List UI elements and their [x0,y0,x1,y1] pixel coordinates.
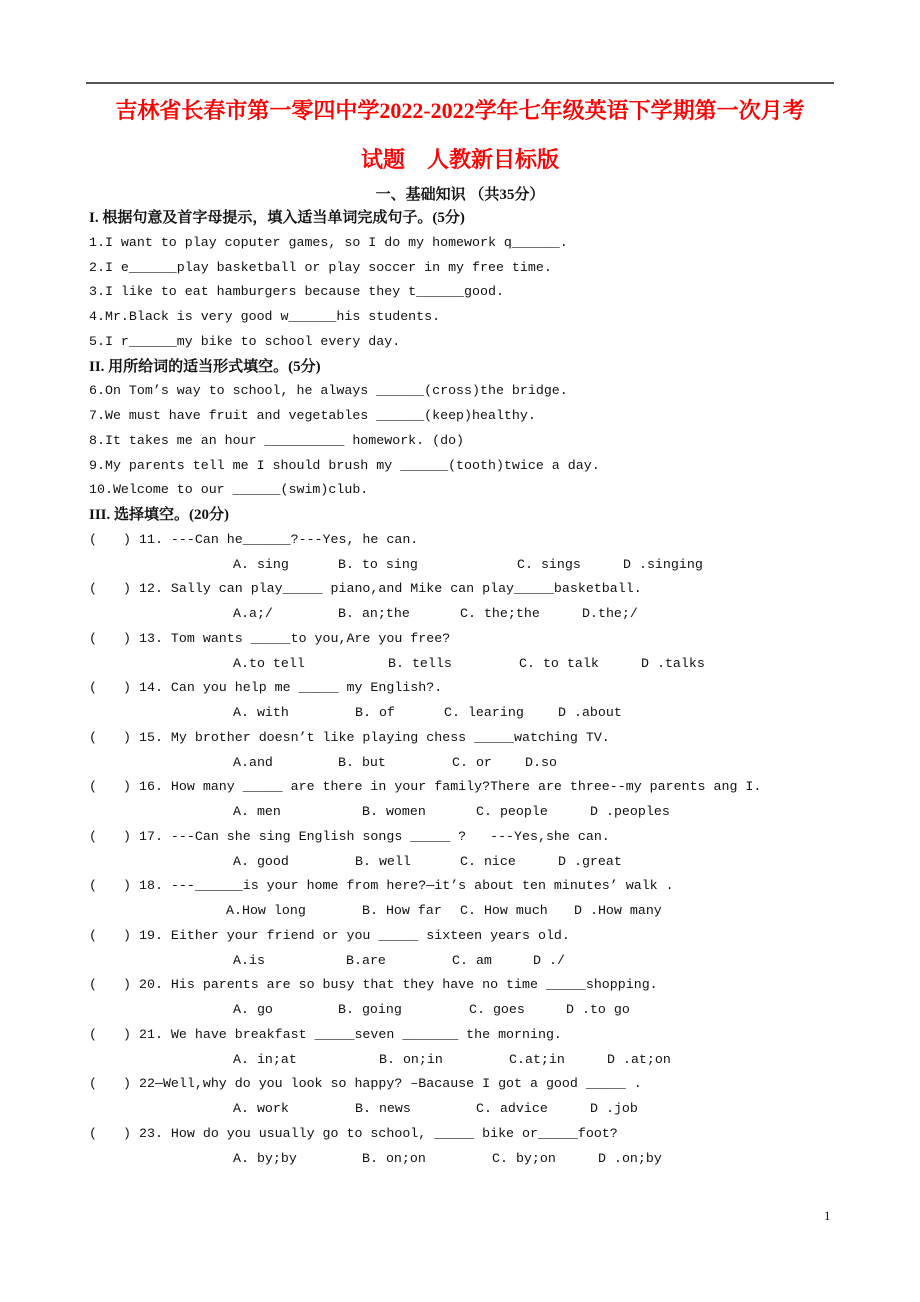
answer-option: A. work [233,1101,289,1116]
answer-blank-open: ( [89,927,97,943]
answer-blank-open: ( [89,1076,97,1092]
answer-blank-close: ) [123,878,131,894]
answer-blank-close: ) [123,977,131,993]
answer-blank-close: ) [123,1125,131,1141]
page-number: 1 [824,1208,831,1223]
answer-blank-close: ) [123,1076,131,1092]
answer-option: C. the;the [460,606,540,621]
answer-option: D .How many [574,903,662,918]
answer-option: D .singing [623,556,703,572]
answer-blank-open: ( [89,1026,97,1042]
answer-option: C. advice [476,1101,548,1116]
document-title-line2: 试题 人教新目标版 [360,147,559,172]
answer-option: B. women [362,804,426,819]
answer-option: D .on;by [598,1150,662,1166]
answer-option: C. or [452,754,492,770]
answer-blank-close: ) [123,680,131,696]
answer-option: D .talks [641,655,705,671]
answer-option: A.and [233,754,273,770]
question-line: 7.We must have fruit and vegetables ______(keep)healthy. [89,408,536,423]
answer-option: C. nice [460,853,516,869]
answer-option: B.are [346,952,386,968]
answer-option: C. to talk [519,655,599,671]
answer-blank-open: ( [89,680,97,696]
answer-blank-open: ( [89,729,97,745]
answer-option: A.How long [226,903,306,918]
answer-option: C. sings [517,556,581,572]
answer-option: A. by;by [233,1150,297,1166]
answer-option: B. news [355,1101,411,1116]
answer-blank-open: ( [89,878,97,894]
question-stem: 23. How do you usually go to school, _____ bike or_____foot? [139,1125,618,1141]
answer-option: C. people [476,804,548,819]
answer-blank-open: ( [89,1125,97,1141]
question-line: 4.Mr.Black is very good w______his students. [89,309,441,324]
answer-option: A. sing [233,556,289,572]
answer-option: A. good [233,853,289,869]
answer-option: A. with [233,705,289,720]
answer-blank-close: ) [123,630,131,646]
question-line: 2.I e______play basketball or play soccer in my free time. [89,259,552,275]
question-line: 10.Welcome to our ______(swim)club. [89,482,369,498]
answer-option: B. going [338,1002,402,1017]
answer-option: D.so [525,754,557,770]
answer-option: A.is [233,952,265,968]
answer-option: B. How far [362,903,442,918]
section-heading: I. 根据句意及首字母提示，填入适当单词完成句子。(5分) [89,210,465,226]
answer-option: B. on;in [379,1051,443,1067]
question-line: 8.It takes me an hour __________ homework. (do) [89,432,465,448]
question-line: 3.I like to eat hamburgers because they t______good. [89,284,504,300]
answer-option: A.to tell [233,655,305,671]
answer-option: D .to go [566,1002,630,1017]
part-heading: 一、基础知识 （共35分） [375,187,545,203]
question-line: 9.My parents tell me I should brush my ______(tooth)twice a day. [89,457,600,473]
question-stem: 14. Can you help me _____ my English?. [139,680,443,696]
answer-option: A. men [233,804,281,819]
answer-option: C.at;in [509,1051,565,1067]
section-heading: II. 用所给词的适当形式填空。(5分) [89,358,321,375]
question-line: 6.On Tom’s way to school, he always ______(cross)the bridge. [89,383,568,399]
answer-blank-close: ) [123,927,131,943]
question-stem: 18. ---______is your home from here?—it’s about ten minutes’ walk . [139,878,674,894]
answer-blank-close: ) [123,581,131,597]
answer-option: C. How much [460,903,548,918]
question-stem: 22—Well,why do you look so happy? –Bacause I got a good _____ . [139,1076,642,1092]
answer-blank-open: ( [89,779,97,795]
header-rule [86,82,834,84]
question-line: 1.I want to play coputer games, so I do my homework q______. [89,234,568,250]
answer-option: D .peoples [590,804,670,819]
answer-blank-open: ( [89,581,97,597]
answer-blank-close: ) [123,531,131,547]
answer-blank-open: ( [89,977,97,993]
answer-option: C. goes [469,1002,525,1017]
answer-option: B. tells [388,655,452,671]
question-line: 5.I r______my bike to school every day. [89,333,401,349]
answer-option: D ./ [533,952,565,968]
document-title-line1: 吉林省长春市第一零四中学2022-2022学年七年级英语下学期第一次月考 [115,98,805,123]
answer-blank-open: ( [89,828,97,844]
answer-option: B. to sing [338,556,418,572]
question-stem: 21. We have breakfast _____seven _______ the morning. [139,1026,562,1042]
answer-option: B. but [338,754,386,770]
question-stem: 17. ---Can she sing English songs _____ ? ---Yes,she can. [139,828,610,844]
answer-option: B. on;on [362,1150,426,1166]
answer-option: C. am [452,952,492,968]
answer-option: C. by;on [492,1150,556,1166]
answer-option: B. well [355,853,411,869]
answer-option: D .about [558,705,622,720]
answer-option: B. an;the [338,606,410,621]
question-stem: 19. Either your friend or you _____ sixteen years old. [139,927,570,943]
question-stem: 13. Tom wants _____to you,Are you free? [139,630,451,646]
answer-option: D .at;on [607,1051,671,1067]
answer-blank-close: ) [123,779,131,795]
answer-blank-close: ) [123,729,131,745]
answer-option: A. go [233,1002,273,1017]
question-stem: 15. My brother doesn’t like playing chess _____watching TV. [139,729,610,745]
question-stem: 20. His parents are so busy that they have no time _____shopping. [139,977,658,993]
question-stem: 11. ---Can he______?---Yes, he can. [139,531,419,547]
answer-blank-open: ( [89,630,97,646]
answer-option: D .job [590,1101,638,1116]
answer-option: B. of [355,705,395,720]
answer-option: A. in;at [233,1051,297,1067]
answer-blank-close: ) [123,1026,131,1042]
answer-option: D.the;/ [582,606,638,621]
answer-option: A.a;/ [233,606,273,621]
answer-option: D .great [558,853,622,869]
question-stem: 12. Sally can play_____ piano,and Mike can play_____basketball. [139,581,642,597]
section-heading: III. 选择填空。(20分) [89,507,230,523]
question-stem: 16. How many _____ are there in your family?There are three--my parents ang I. [139,779,762,795]
answer-blank-close: ) [123,828,131,844]
answer-option: C. learing [444,705,524,720]
answer-blank-open: ( [89,531,97,547]
